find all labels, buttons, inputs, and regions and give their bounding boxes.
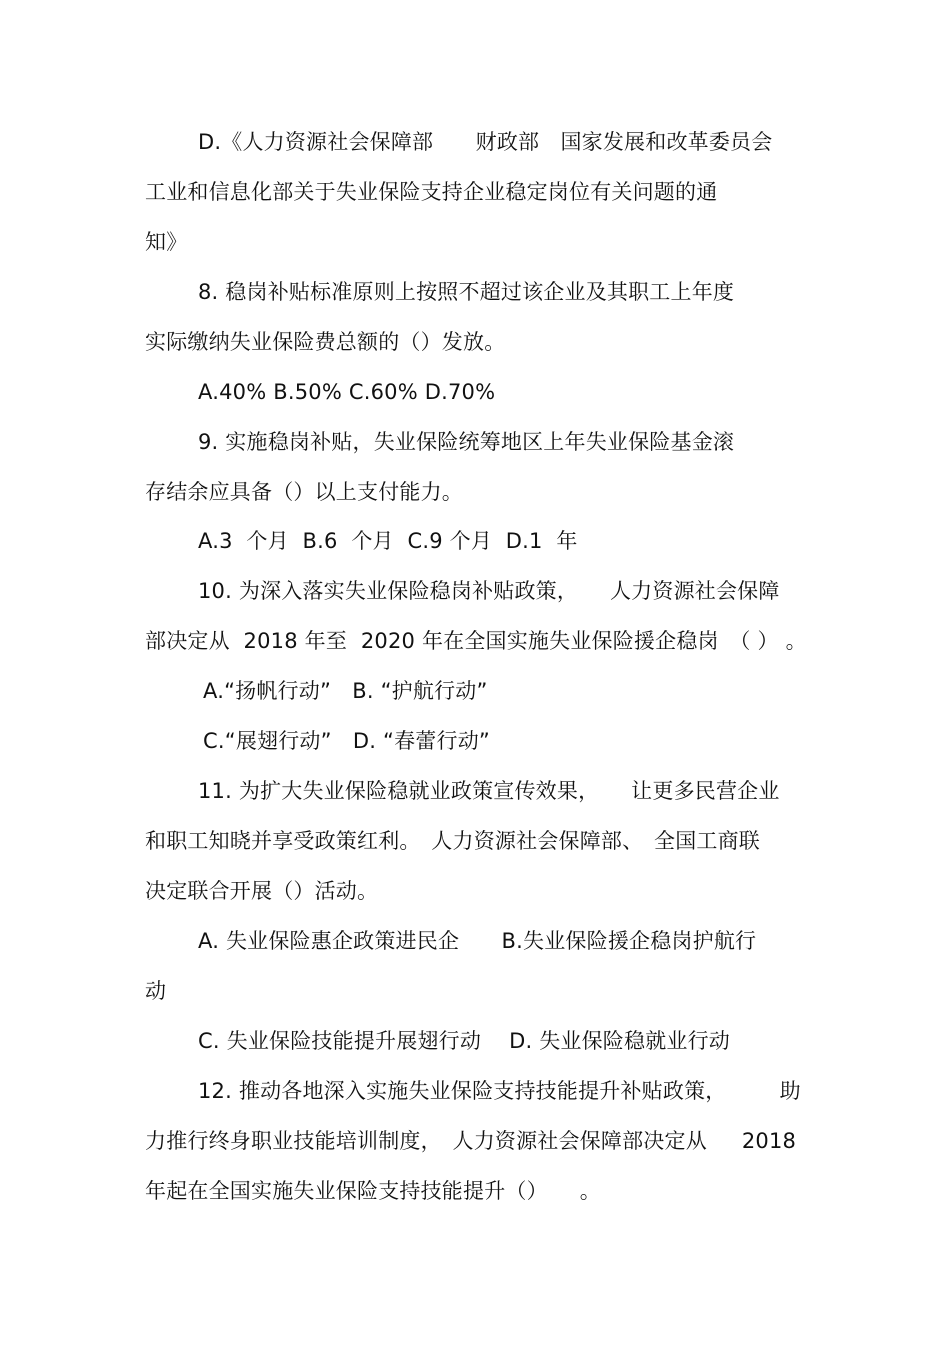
question-8-stem-line-1: 8. 稳岗补贴标准原则上按照不超过该企业及其职工上年度 <box>198 280 735 304</box>
question-11-options-cd: C. 失业保险技能提升展翅行动 D. 失业保险稳就业行动 <box>198 1029 731 1053</box>
question-11-stem-line-1: 11. 为扩大失业保险稳就业政策宣传效果， 让更多民营企业 <box>198 779 780 803</box>
question-12-stem-line-3: 年起在全国实施失业保险支持技能提升（） 。 <box>145 1179 601 1203</box>
question-7-option-d-line-1: D.《人力资源社会保障部 财政部 国家发展和改革委员会 <box>198 130 773 154</box>
question-10-stem-line-1: 10. 为深入落实失业保险稳岗补贴政策， 人力资源社会保障 <box>198 579 780 603</box>
question-8-options: A.40% B.50% C.60% D.70% <box>198 380 496 404</box>
question-10-options-ab: A.“扬帆行动” B. “护航行动” <box>203 679 488 703</box>
question-10-options-cd: C.“展翅行动” D. “春蕾行动” <box>203 729 490 753</box>
question-8-stem-line-2: 实际缴纳失业保险费总额的（）发放。 <box>145 330 506 354</box>
question-12-stem-line-1: 12. 推动各地深入实施失业保险支持技能提升补贴政策， 助 <box>198 1079 801 1103</box>
question-10-stem-line-2: 部决定从 2018 年至 2020 年在全国实施失业保险援企稳岗 （ ） 。 <box>145 629 807 653</box>
question-7-option-d-line-3: 知》 <box>145 230 188 254</box>
question-9-stem-line-2: 存结余应具备（）以上支付能力。 <box>145 480 463 504</box>
question-11-options-ab-wrap: 动 <box>145 979 167 1003</box>
question-11-stem-line-2: 和职工知晓并享受政策红利。 人力资源社会保障部、 全国工商联 <box>145 829 760 853</box>
question-9-stem-line-1: 9. 实施稳岗补贴，失业保险统筹地区上年失业保险基金滚 <box>198 430 735 454</box>
question-11-stem-line-3: 决定联合开展（）活动。 <box>145 879 379 903</box>
question-12-stem-line-2: 力推行终身职业技能培训制度， 人力资源社会保障部决定从 2018 <box>145 1129 797 1153</box>
question-7-option-d-line-2: 工业和信息化部关于失业保险支持企业稳定岗位有关问题的通 <box>145 180 718 204</box>
question-11-options-ab: A. 失业保险惠企政策进民企 B.失业保险援企稳岗护航行 <box>198 929 757 953</box>
question-9-options: A.3 个月 B.6 个月 C.9 个月 D.1 年 <box>198 529 578 553</box>
